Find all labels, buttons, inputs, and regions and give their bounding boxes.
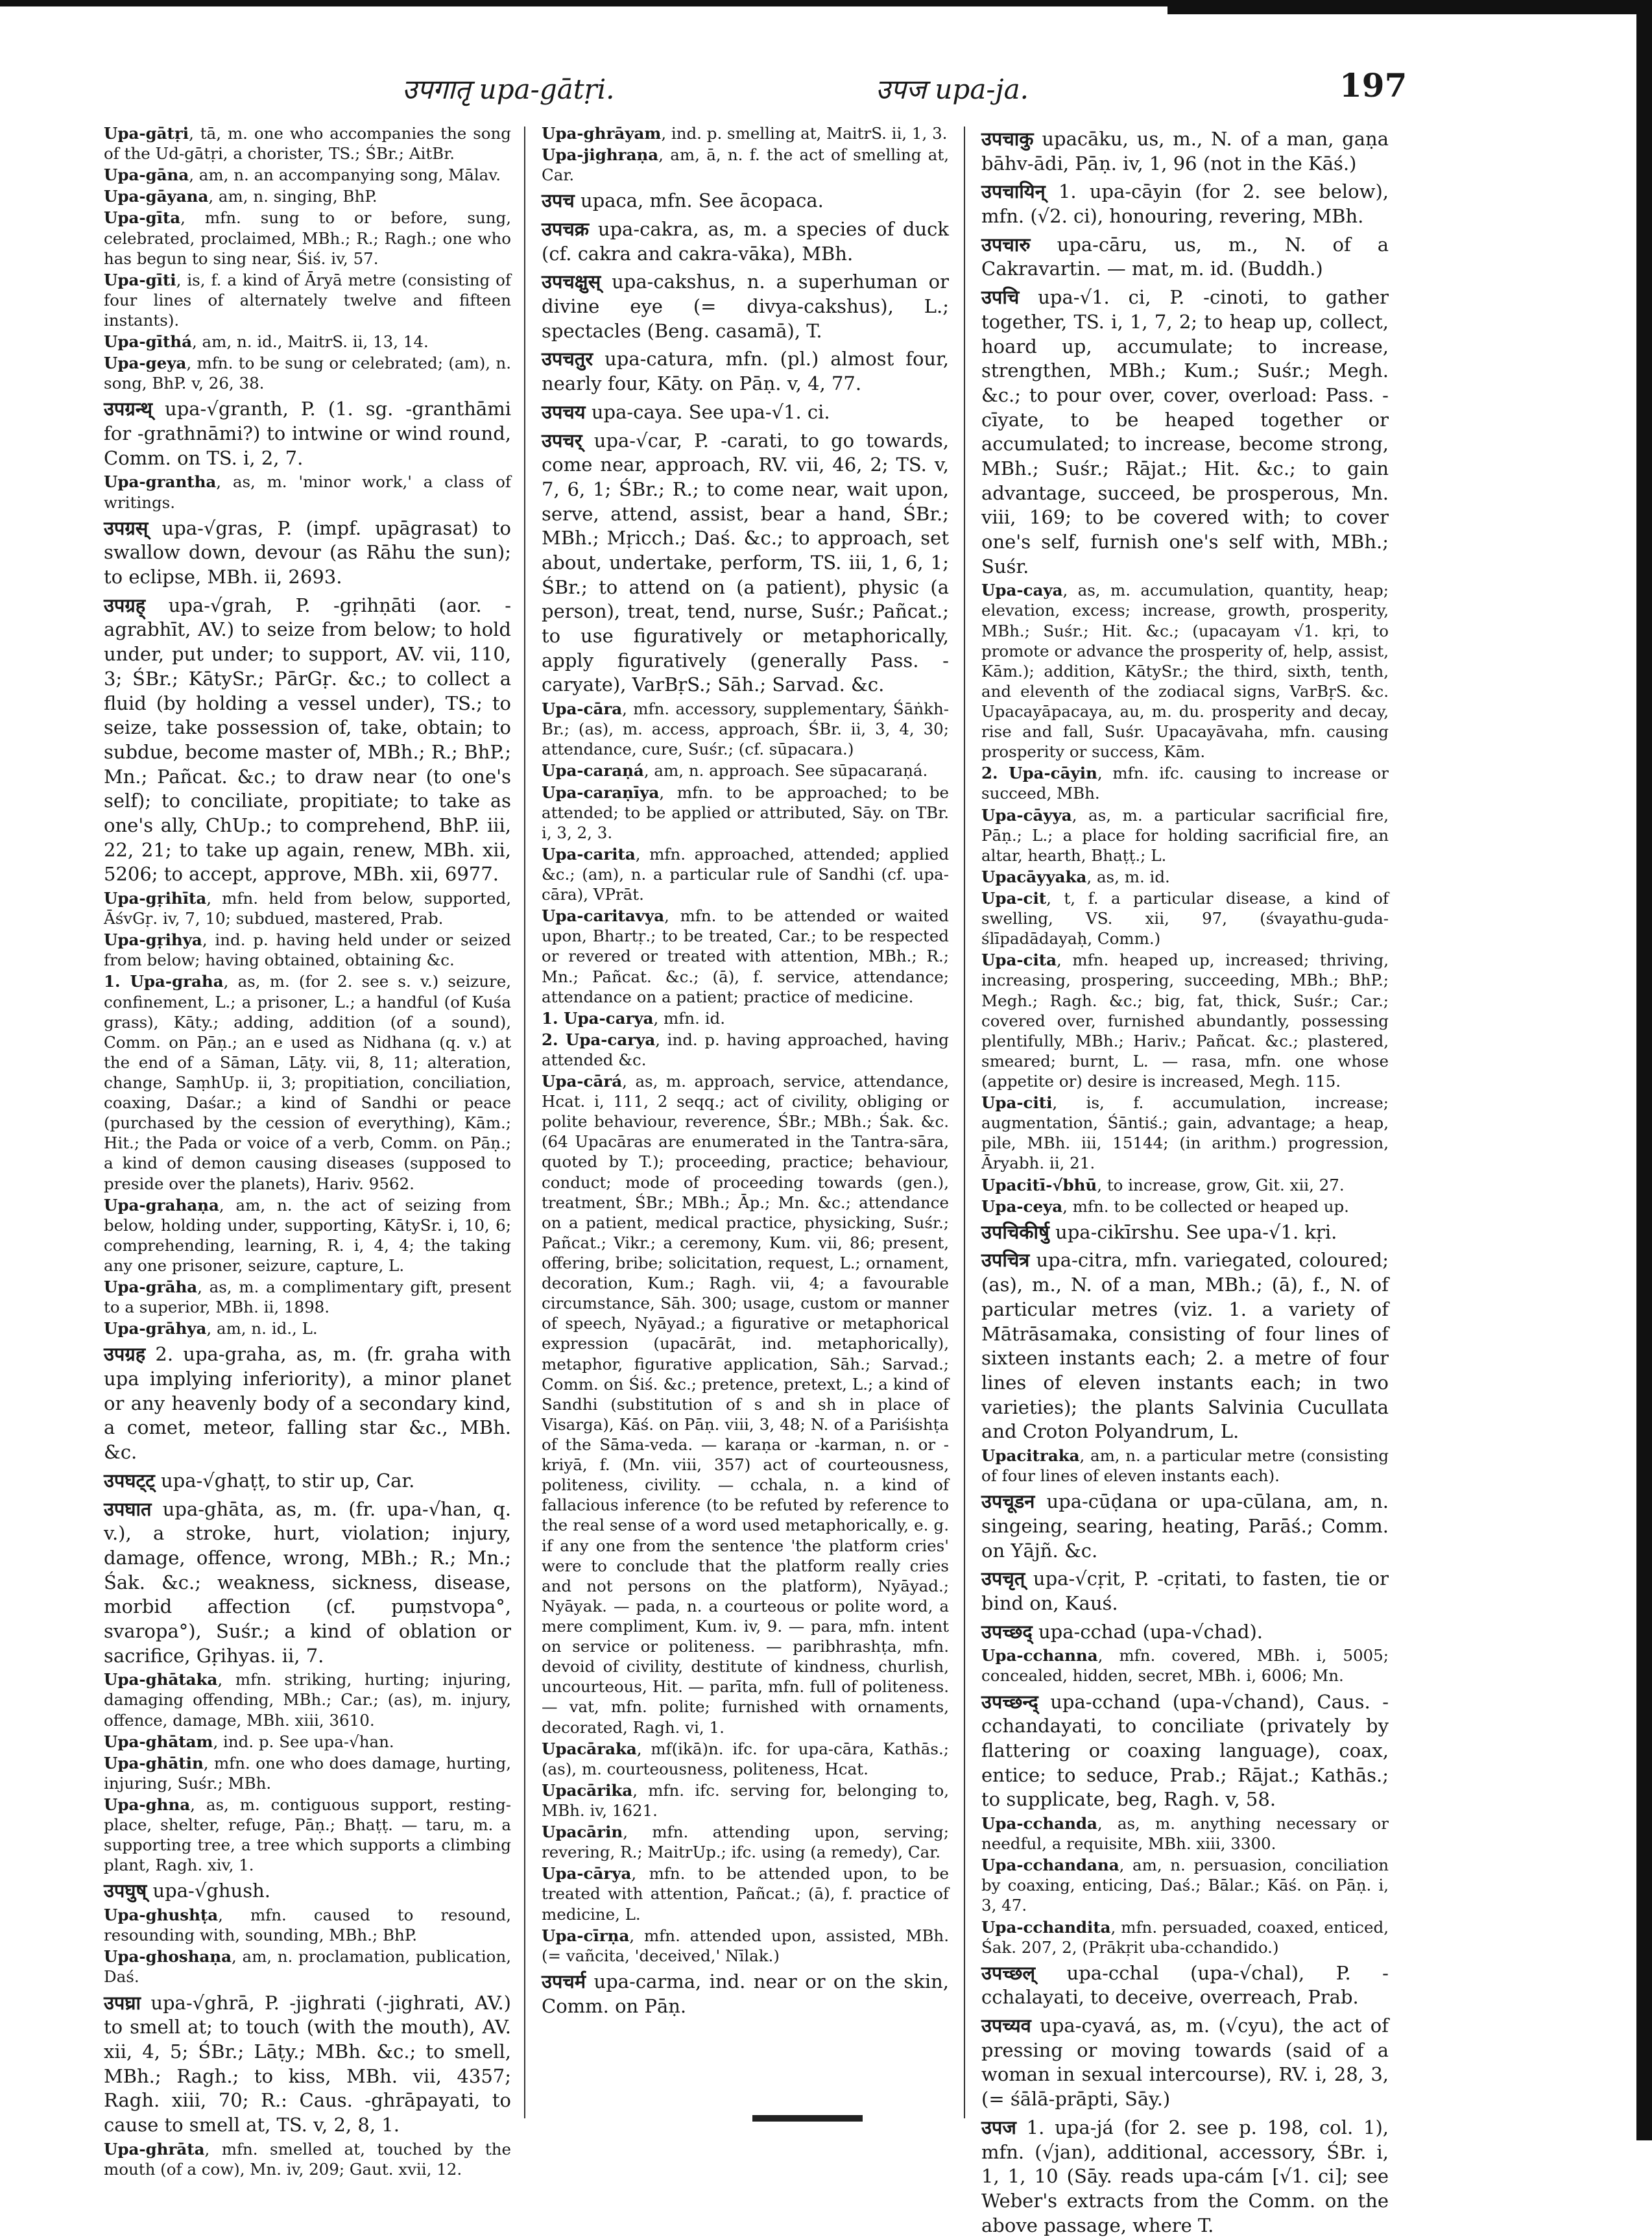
dictionary-entry: Upa-cchandita, mfn. persuaded, coaxed, enticed, Śak. 207, 2, (Prākṛit uba-cchandido.): [981, 1917, 1389, 1957]
dictionary-entry: Upa-ghātin, mfn. one who does damage, hurting, injuring, Suśr.; MBh.: [104, 1753, 511, 1793]
dictionary-entry: उपचारु upa-cāru, us, m., N. of a Cakravartin. — mat, m. id. (Buddh.): [981, 233, 1389, 280]
dictionary-entry: उपचर्म upa-carma, ind. near or on the skin, Comm. on Pāṇ.: [542, 1970, 949, 2017]
dictionary-entry: उपच्छद् upa-cchad (upa-√chad).: [981, 1620, 1263, 1643]
dictionary-entry: उपचय upa-caya. See upa-√1. ci.: [542, 400, 830, 423]
dictionary-entry: Upa-cchanda, as, m. anything necessary or needful, a requisite, MBh. xiii, 3300.: [981, 1813, 1389, 1854]
top-scan-edge: [0, 0, 1652, 19]
dictionary-entry: उपघट्ट् upa-√ghaṭṭ, to stir up, Car.: [104, 1469, 415, 1492]
dictionary-entry: Upa-cāyya, as, m. a particular sacrificial fire, Pāṇ.; L.; a place for holding sacrificial fire, an altar, hearth, Bhaṭṭ.; L.: [981, 805, 1389, 865]
dictionary-entry: उपघात upa-ghāta, as, m. (fr. upa-√han, q. v.), a stroke, hurt, violation; injury, damage, offence, wrong, MBh.; R.; Mn.; Śak. &c.; weakness, sickness, disease, morbid affection (cf. puṃstvopa°, svaropa°), Suśr.; a kind of oblation or sacrifice, Gṛihyas. ii, 7.: [104, 1497, 511, 1667]
dictionary-entry: Upa-caraṇīya, mfn. to be approached; to be attended; to be applied or attributed, Sāy. on TBr. i, 3, 2, 3.: [542, 782, 949, 842]
column-2: [542, 123, 949, 2020]
dictionary-entry: Upa-grāhya, am, n. id., L.: [104, 1319, 318, 1338]
dictionary-entry: उपचक्षुस् upa-cakshus, n. a superhuman or divine eye (= divya-cakshus), L.; spectacles (Beng. casamā), T.: [542, 271, 949, 342]
dictionary-entry: Upa-cīrṇa, mfn. attended upon, assisted, MBh. (= vañcita, 'deceived,' Nīlak.): [542, 1926, 949, 1965]
dictionary-entry: उपघुष् upa-√ghush.: [104, 1880, 270, 1902]
dictionary-entry: उपच्छल् upa-cchal (upa-√chal), P. -cchalayati, to deceive, overreach, Prab.: [981, 1961, 1389, 2009]
dictionary-entry: उपचर् upa-√car, P. -carati, to go towards, come near, approach, RV. vii, 46, 2; TS. v, 7, 6, 1; ŚBr.; R.; to come near, wait upon, serve, attend, assist, bear a hand, ŚBr.; MBh.; Mṛicch.; Daś. &c.; to approach, set about, undertake, perform, TS. iii, 1, 6, 1; ŚBr.; to attend on (a patient), physic (a person), treat, tend, nurse, Suśr.; Pañcat.; to use figuratively or metaphorically, apply figuratively (generally Pass. -caryate), VarBṛS.; Sāh.; Sarvad. &c.: [542, 429, 949, 696]
dictionary-entry: Upa-caritavya, mfn. to be attended or waited upon, Bhartṛ.; to be treated, Car.; to be respected or revered or treated with attention, MBh.; R.; Mn.; Pañcat. &c.; (ā), f. service, attendance; attendance on a patient; practice of medicine.: [542, 906, 949, 1006]
dictionary-entry: उपच्यव upa-cyavá, as, m. (√cyu), the act of pressing or moving towards (said of a woman in sexual intercourse), RV. i, 28, 3, (= śālā-prāpti, Sāy.): [981, 2015, 1389, 2111]
scan-right-edge: [1636, 0, 1652, 2140]
dictionary-entry: उपचाकु upacāku, us, m., N. of a man, gaṇa bāhv-ādi, Pāṇ. iv, 1, 96 (not in the Kāś.): [981, 128, 1389, 175]
column-divider-2: [964, 127, 965, 2118]
dictionary-entry: Upa-cāra, mfn. accessory, supplementary, Śāṅkh-Br.; (as), m. access, approach, ŚBr. ii, 3, 4, 30; attendance, cure, Suśr.; (cf. sūpacara.): [542, 699, 949, 759]
dictionary-entry: उपचक्र upa-cakra, as, m. a species of duck (cf. cakra and cakra-vāka), MBh.: [542, 218, 949, 265]
dictionary-entry: Upa-cit, t, f. a particular disease, a kind of swelling, VS. xii, 97, (śvayathu-guda-ślīpadādayaḥ, Comm.): [981, 889, 1389, 949]
dictionary-entry: Upa-gīti, is, f. a kind of Āryā metre (consisting of four lines of alternately twelve and fifteen instants).: [104, 270, 511, 330]
dictionary-entry: Upa-cita, mfn. heaped up, increased; thriving, increasing, prospering, succeeding, MBh.; BhP.; Megh.; Ragh. &c.; big, fat, thick, Suśr.; Car.; covered over, furnished abundantly, possessing plentifully, MBh.; Hariv.; Pañcat. &c.; plastered, smeared; burnt, L. — rasa, mfn. one whose (appetite or) desire is increased, Megh. 115.: [981, 950, 1389, 1091]
dictionary-entry: Upa-cārá, as, m. approach, service, attendance, Hcat. i, 111, 2 seqq.; act of civility, obliging or polite behaviour, reverence, ŚBr.; MBh.; Śak. &c. (64 Upacāras are enumerated in the Tantra-sāra, quoted by T.); proceeding, practice; behaviour, conduct; mode of proceeding towards (gen.), treatment, ŚBr.; MBh.; Āp.; Mn. &c.; attendance on a patient, medical practice, physicking, Suśr.; Pañcat.; Vikr.; a ceremony, Kum. vii, 86; present, offering, bribe; solicitation, request, L.; ornament, decoration, Kum.; Ragh. vii, 4; a favourable circumstance, Sāh. 300; usage, custom or manner of speech, Nyāyad.; a figurative or metaphorical expression (upacārāt, ind. metaphorically), metaphor, figurative application, Sāh.; Sarvad.; Comm. on Śiś. &c.; pretence, pretext, L.; a kind of Sandhi (substitution of s and sh in place of Visarga), Kāś. on Pāṇ. viii, 3, 48; N. of a Pariśishṭa of the Sāma-veda. — karaṇa or -karman, n. or -kriyā, f. (Mn. viii, 357) act of courteousness, politeness, civility. — cchala, n. a kind of fallacious inference (to be refuted by reference to the real sense of a word used metaphorically, e. g. if any one from the sentence 'the platform cries' were to conclude that the platform really cries and not persons on the platform), Nyāyad.; Nyāyak. — pada, n. a courteous or polite word, a mere compliment, Kum. iv, 9. — para, mfn. intent on service or politeness. — paribhrashṭa, mfn. devoid of civility, destitute of kindness, churlish, uncourteous, Hit. — parīta, mfn. full of politeness. — vat, mfn. polite; furnished with ornaments, decorated, Ragh. vi, 1.: [542, 1072, 949, 1737]
dictionary-entry: Upa-gātṛi, tā, m. one who accompanies the song of the Ud-gātṛi, a chorister, TS.; ŚBr.; AitBr.: [104, 124, 511, 163]
dictionary-entry: Upa-ghrāta, mfn. smelled at, touched by the mouth (of a cow), Mn. iv, 209; Gaut. xvii, 12.: [104, 2139, 511, 2179]
dictionary-entry: उपच्छन्द् upa-cchand (upa-√chand), Caus. -cchandayati, to conciliate (privately by flattering or coaxing language), coax, entice; to seduce, Prab.; Rājat.; Kathās.; to supplicate, beg, Ragh. v, 58.: [981, 1690, 1389, 1811]
column-1: [104, 123, 511, 2181]
dictionary-entry: Upa-ghātaka, mfn. striking, hurting; injuring, damaging offending, MBh.; Car.; (as), m. injury, offence, damage, MBh. xiii, 3610.: [104, 1670, 511, 1730]
dictionary-entry: Upa-geya, mfn. to be sung or celebrated; (am), n. song, BhP. v, 26, 38.: [104, 354, 511, 393]
dictionary-entry: 1. Upa-carya, mfn. id.: [542, 1008, 726, 1028]
dictionary-entry: Upacitraka, am, n. a particular metre (consisting of four lines of eleven instants each).: [981, 1446, 1389, 1486]
dictionary-entry: Upa-jighraṇa, am, ā, n. f. the act of smelling at, Car.: [542, 145, 949, 185]
dictionary-entry: Upacāraka, mf(ikā)n. ifc. for upa-cāra, Kathās.; (as), m. courteousness, politeness, Hcat.: [542, 1739, 949, 1778]
dictionary-entry: Upa-gṛihya, ind. p. having held under or seized from below; having obtained, obtaining &c.: [104, 930, 511, 970]
dictionary-entry: Upa-gīta, mfn. sung to or before, sung, celebrated, proclaimed, MBh.; R.; Ragh.; one who has begun to sing near, Śiś. iv, 57.: [104, 208, 511, 268]
dictionary-entry: Upa-ghrāyam, ind. p. smelling at, MaitrS. ii, 1, 3.: [542, 124, 948, 143]
dictionary-entry: Upa-cchandana, am, n. persuasion, conciliation by coaxing, enticing, Daś.; Bālar.; Kāś. on Pāṇ. i, 3, 47.: [981, 1856, 1389, 1915]
column-divider-1: [524, 127, 525, 2118]
dictionary-entry: उपच upaca, mfn. See ācopaca.: [542, 189, 824, 212]
dictionary-entry: उपग्रह् upa-√grah, P. -gṛihṇāti (aor. -agrabhīt, AV.) to seize from below; to hold under, put under; to support, AV. vii, 110, 3; ŚBr.; KātySr.; PārGṛ. &c.; to collect a fluid (by holding a vessel under), TS.; to seize, take possession of, take, obtain; to subdue, become master of, MBh.; R.; BhP.; Mn.; Pañcat. &c.; to draw near (to one's self); to conciliate, propitiate; to take as one's ally, ChUp.; to comprehend, BhP. iii, 22, 21; to take up again, renew, MBh. xii, 5206; to accept, approve, MBh. xii, 6977.: [104, 594, 511, 886]
dictionary-entry: उपचि upa-√1. ci, P. -cinoti, to gather together, TS. i, 1, 7, 2; to heap up, collect, hoard up, accumulate; to increase, strengthen, MBh.; Kum.; Suśr.; Megh. &c.; to pour over, cover, overload: Pass. -cīyate, to be heaped together or accumulated; to increase, become strong, MBh.; Suśr.; Rājat.; Hit. &c.; to gain advantage, succeed, be prosperous, Mn. viii, 169; to be covered with; to cover one's self, furnish one's self with, MBh.; Suśr.: [981, 286, 1389, 577]
dictionary-entry: Upa-ghna, as, m. contiguous support, resting-place, shelter, refuge, Pāṇ.; Bhaṭṭ. — taru, m. a supporting tree, a tree which supports a climbing plant, Ragh. xiv, 1.: [104, 1795, 511, 1875]
dictionary-entry: उपचिकीर्षु upa-cikīrshu. See upa-√1. kṛi.: [981, 1220, 1337, 1243]
dictionary-entry: Upa-carita, mfn. approached, attended; applied &c.; (am), n. a particular rule of Sandhi (cf. upa-cāra), VPrāt.: [542, 844, 949, 904]
scan-rule-right: [1167, 0, 1652, 14]
dictionary-entry: Upa-caya, as, m. accumulation, quantity, heap; elevation, excess; increase, growth, prosperity, MBh.; Suśr.; Hit. &c.; (upacayam √1. kṛi, to promote or advance the prosperity of, help, assist, Kām.); addition, KātySr.; the third, sixth, tenth, and eleventh of the zodiacal signs, VarBṛS. &c. Upacayāpacaya, au, m. du. prosperity and decay, rise and fall, Suśr. Upacayāvaha, mfn. causing prosperity or success, Kām.: [981, 581, 1389, 762]
dictionary-entry: Upacārin, mfn. attending upon, serving; revering, R.; MaitrUp.; ifc. using (a remedy), Car.: [542, 1822, 949, 1862]
dictionary-entry: Upa-ghātam, ind. p. See upa-√han.: [104, 1732, 394, 1751]
dictionary-entry: उपघ्रा upa-√ghrā, P. -jighrati (-jighrati, AV.) to smell at; to touch (with the mouth), AV. xii, 4, 5; ŚBr.; Lāṭy.; MBh. &c.; to smell, MBh.; Ragh.; to kiss, MBh. vii, 4357; Ragh. xiii, 70; R.: Caus. -ghrāpayati, to cause to smell at, TS. v, 2, 8, 1.: [104, 1991, 511, 2136]
dictionary-entry: Upa-ghushṭa, mfn. caused to resound, resounding with, sounding, MBh.; BhP.: [104, 1906, 511, 1945]
dictionary-entry: 1. Upa-graha, as, m. (for 2. see s. v.) seizure, confinement, L.; a prisoner, L.; a handful (of Kuśa grass), Kāty.; adding, addition (of a sound), Comm. on Pāṇ.; an e used as Nidhana (q. v.) at the end of a Sāman, Lāṭy. vii, 8, 11; alteration, change, SaṃhUp. ii, 3; propitiation, conciliation, coaxing, Daśar.; a kind of Sandhi or peace (purchased by the cession of everything), Kām.; Hit.; the Pada or voice of a verb, Comm. on Pāṇ.; a kind of demon causing diseases (supposed to preside over the planets), Hariv. 9562.: [104, 972, 511, 1193]
dictionary-entry: 2. Upa-cāyin, mfn. ifc. causing to increase or succeed, MBh.: [981, 764, 1389, 803]
signature-mark: [752, 2115, 863, 2122]
dictionary-entry: Upa-grāha, as, m. a complimentary gift, present to a superior, MBh. ii, 1898.: [104, 1277, 511, 1317]
header-left-headword: उपगातृ upa-gātṛi.: [402, 73, 615, 105]
dictionary-entry: Upa-caraṇá, am, n. approach. See sūpacaraṇá.: [542, 761, 928, 781]
dictionary-entry: उपचूडन upa-cūḍana or upa-cūlana, am, n. singeing, searing, heating, Parāś.; Comm. on Yājñ. &c.: [981, 1490, 1389, 1562]
dictionary-entry: उपचायिन् 1. upa-cāyin (for 2. see below), mfn. (√2. ci), honouring, revering, MBh.: [981, 180, 1389, 228]
dictionary-entry: 2. Upa-carya, ind. p. having approached, having attended &c.: [542, 1030, 949, 1069]
column-3: [981, 123, 1389, 2239]
dictionary-entry: Upa-ghoshaṇa, am, n. proclamation, publication, Daś.: [104, 1947, 511, 1987]
page-header: [104, 66, 1407, 115]
dictionary-entry: Upacāyyaka, as, m. id.: [981, 867, 1170, 886]
dictionary-entry: उपग्रन्थ् upa-√granth, P. (1. sg. -granthāmi for -grathnāmi?) to intwine or wind round, Comm. on TS. i, 2, 7.: [104, 398, 511, 469]
dictionary-entry: उपग्रस् upa-√gras, P. (impf. upāgrasat) to swallow down, devour (as Rāhu the sun); to eclipse, MBh. ii, 2693.: [104, 516, 511, 588]
dictionary-entry: उपचृत् upa-√cṛit, P. -cṛitati, to fasten, tie or bind on, Kauś.: [981, 1567, 1389, 1614]
dictionary-entry: Upa-citi, is, f. accumulation, increase; augmentation, Śāntiś.; gain, advantage; a heap, pile, MBh. iii, 15144; (in arithm.) progression, Āryabh. ii, 21.: [981, 1093, 1389, 1173]
header-center-headword: उपज upa-ja.: [876, 73, 1029, 105]
dictionary-entry: उपचतुर upa-catura, mfn. (pl.) almost four, nearly four, Kāty. on Pāṇ. v, 4, 77.: [542, 348, 949, 395]
dictionary-entry: Upa-cchanna, mfn. covered, MBh. i, 5005; concealed, hidden, secret, MBh. i, 6006; Mn.: [981, 1646, 1389, 1686]
dictionary-entry: उपग्रह 2. upa-graha, as, m. (fr. graha with upa implying inferiority), a minor planet or any heavenly body of a secondary kind, a comet, meteor, falling star &c., MBh. &c.: [104, 1343, 511, 1464]
dictionary-entry: Upa-gṛihīta, mfn. held from below, supported, ĀśvGṛ. iv, 7, 10; subdued, mastered, Prab.: [104, 889, 511, 928]
dictionary-entry: उपचित्र upa-citra, mfn. variegated, coloured; (as), m., N. of a man, MBh.; (ā), f., N. of particular metres (viz. 1. a variety of Mātrāsamaka, consisting of four lines of sixteen instants each; 2. a metre of four lines of eleven instants each; in two varieties); the plants Salvinia Cucullata and Croton Polyandrum, L.: [981, 1249, 1389, 1443]
dictionary-entry: Upa-gāyana, am, n. singing, BhP.: [104, 187, 377, 206]
dictionary-entry: Upa-gīthá, am, n. id., MaitrS. ii, 13, 14.: [104, 332, 429, 352]
dictionary-entry: Upa-gāna, am, n. an accompanying song, Mālav.: [104, 165, 501, 185]
dictionary-entry: Upa-grahaṇa, am, n. the act of seizing from below, holding under, supporting, KātySr. i, 10, 6; comprehending, learning, R. i, 4, 4; the taking any one prisoner, seizure, capture, L.: [104, 1195, 511, 1275]
dictionary-entry: Upacārika, mfn. ifc. serving for, belonging to, MBh. iv, 1621.: [542, 1780, 949, 1820]
dictionary-entry: Upa-grantha, as, m. 'minor work,' a class of writings.: [104, 472, 511, 512]
dictionary-entry: Upa-ceya, mfn. to be collected or heaped up.: [981, 1196, 1349, 1216]
page-number: 197: [1339, 66, 1407, 104]
dictionary-entry: उपज 1. upa-já (for 2. see p. 198, col. 1), mfn. (√jan), additional, accessory, ŚBr. i, 1, 1, 10 (Sāy. reads upa-cám [√1. ci]; see Weber's extracts from the Comm. on the above passage, where T.: [981, 2116, 1389, 2236]
dictionary-entry: Upa-cārya, mfn. to be attended upon, to be treated with attention, Pañcat.; (ā), f. practice of medicine, L.: [542, 1864, 949, 1924]
dictionary-entry: Upacitī-√bhū, to increase, grow, Git. xii, 27.: [981, 1175, 1345, 1194]
